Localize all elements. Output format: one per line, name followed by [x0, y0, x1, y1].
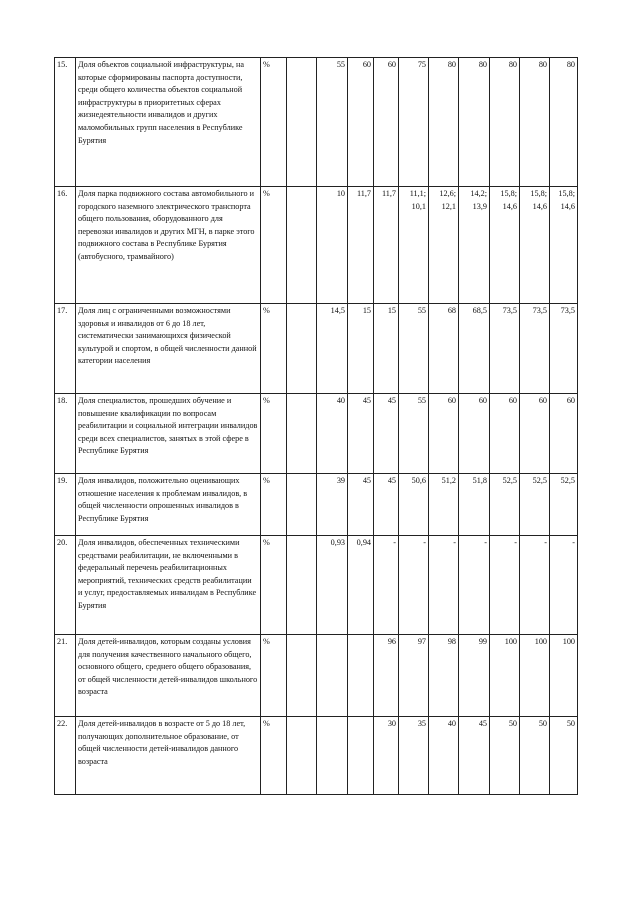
unit-cell: % — [261, 717, 287, 795]
row-number: 15. — [55, 58, 76, 187]
value-cell: 40 — [429, 717, 459, 795]
base-value-cell — [287, 474, 317, 536]
value-cell: 80 — [490, 58, 520, 187]
value-cell: 11,7 — [348, 187, 374, 304]
value-cell: 52,5 — [550, 474, 578, 536]
value-cell: 14,2; 13,9 — [459, 187, 490, 304]
value-cell: 60 — [348, 58, 374, 187]
base-value-cell — [287, 58, 317, 187]
value-cell: 68 — [429, 304, 459, 394]
base-value-cell — [287, 394, 317, 474]
value-cell: 68,5 — [459, 304, 490, 394]
value-cell: 98 — [429, 635, 459, 717]
value-cell: 0,94 — [348, 536, 374, 635]
table-row — [55, 394, 578, 474]
value-cell: 52,5 — [490, 474, 520, 536]
value-cell: 50 — [550, 717, 578, 795]
indicator-name: Доля лиц с ограниченными возможностями здоровья и инвалидов от 6 до 18 лет, систематически занимающихся физической культурой и спортом, в общей численности данной категории населения — [76, 304, 261, 394]
table-body — [55, 58, 578, 795]
value-cell: 12,6; 12,1 — [429, 187, 459, 304]
value-cell: 39 — [317, 474, 348, 536]
value-cell: 40 — [317, 394, 348, 474]
value-cell: 50 — [520, 717, 550, 795]
row-number: 18. — [55, 394, 76, 474]
value-cell: 80 — [429, 58, 459, 187]
unit-cell: % — [261, 58, 287, 187]
document-page — [54, 57, 578, 795]
value-cell: 100 — [490, 635, 520, 717]
value-cell: 15,8; 14,6 — [490, 187, 520, 304]
indicators-table — [54, 57, 578, 795]
value-cell: 50,6 — [399, 474, 429, 536]
row-number: 16. — [55, 187, 76, 304]
value-cell: 100 — [520, 635, 550, 717]
base-value-cell — [287, 635, 317, 717]
unit-cell: % — [261, 304, 287, 394]
unit-cell: % — [261, 394, 287, 474]
indicator-name: Доля детей-инвалидов, которым созданы условия для получения качественного начального общего, основного общего, среднего общего образования, от общей численности детей-инвалидов школьного возраста — [76, 635, 261, 717]
value-cell: 73,5 — [520, 304, 550, 394]
value-cell: - — [490, 536, 520, 635]
row-number: 19. — [55, 474, 76, 536]
value-cell: 45 — [374, 474, 399, 536]
table-row — [55, 717, 578, 795]
value-cell: 11,7 — [374, 187, 399, 304]
value-cell: 80 — [520, 58, 550, 187]
table-row — [55, 474, 578, 536]
indicator-name: Доля специалистов, прошедших обучение и повышение квалификации по вопросам реабилитации и социальной интеграции инвалидов среди всех специалистов, занятых в этой сфере в Республике Бурятия — [76, 394, 261, 474]
value-cell: 60 — [374, 58, 399, 187]
value-cell: - — [550, 536, 578, 635]
row-number: 22. — [55, 717, 76, 795]
base-value-cell — [287, 304, 317, 394]
value-cell: 60 — [490, 394, 520, 474]
row-number: 21. — [55, 635, 76, 717]
value-cell: 45 — [374, 394, 399, 474]
base-value-cell — [287, 717, 317, 795]
value-cell: 14,5 — [317, 304, 348, 394]
value-cell: 55 — [399, 304, 429, 394]
indicator-name: Доля инвалидов, положительно оценивающих отношение населения к проблемам инвалидов, в общей численности опрошенных инвалидов в Республике Бурятия — [76, 474, 261, 536]
value-cell — [348, 717, 374, 795]
indicator-name: Доля парка подвижного состава автомобильного и городского наземного электрического транспорта общего пользования, оборудованного для перевозки инвалидов и других МГН, в парке этого подвижного состава в Республике Бурятия (автобусного, трамвайного) — [76, 187, 261, 304]
value-cell: 30 — [374, 717, 399, 795]
value-cell: 45 — [348, 394, 374, 474]
value-cell: 35 — [399, 717, 429, 795]
value-cell: - — [399, 536, 429, 635]
row-number: 20. — [55, 536, 76, 635]
value-cell: 60 — [429, 394, 459, 474]
value-cell: 15 — [374, 304, 399, 394]
value-cell: 80 — [550, 58, 578, 187]
value-cell: 73,5 — [490, 304, 520, 394]
value-cell: 51,8 — [459, 474, 490, 536]
value-cell: 60 — [520, 394, 550, 474]
indicator-name: Доля инвалидов, обеспеченных техническими средствами реабилитации, не включенными в федеральный перечень реабилитационных мероприятий, технических средств реабилитации и услуг, предоставляемых инвалидам в Республике Бурятия — [76, 536, 261, 635]
value-cell: 55 — [399, 394, 429, 474]
value-cell: 15 — [348, 304, 374, 394]
table-row — [55, 635, 578, 717]
unit-cell: % — [261, 536, 287, 635]
value-cell: 55 — [317, 58, 348, 187]
unit-cell: % — [261, 187, 287, 304]
value-cell — [348, 635, 374, 717]
value-cell: 52,5 — [520, 474, 550, 536]
table-row — [55, 58, 578, 187]
value-cell: 60 — [550, 394, 578, 474]
value-cell: 45 — [459, 717, 490, 795]
value-cell: - — [459, 536, 490, 635]
value-cell: 73,5 — [550, 304, 578, 394]
base-value-cell — [287, 536, 317, 635]
value-cell: 80 — [459, 58, 490, 187]
value-cell: 51,2 — [429, 474, 459, 536]
indicator-name: Доля детей-инвалидов в возрасте от 5 до 18 лет, получающих дополнительное образование, от общей численности детей-инвалидов данного возраста — [76, 717, 261, 795]
value-cell: 60 — [459, 394, 490, 474]
value-cell: 96 — [374, 635, 399, 717]
value-cell: - — [429, 536, 459, 635]
unit-cell: % — [261, 635, 287, 717]
table-row — [55, 187, 578, 304]
value-cell: 15,8; 14,6 — [520, 187, 550, 304]
value-cell: 10 — [317, 187, 348, 304]
base-value-cell — [287, 187, 317, 304]
value-cell: - — [520, 536, 550, 635]
indicator-name: Доля объектов социальной инфраструктуры, на которые сформированы паспорта доступности, среди общего количества объектов социальной инфраструктуры в приоритетных сферах жизнедеятельности инвалидов и других маломобильных групп населения в Республике Бурятия — [76, 58, 261, 187]
value-cell: 50 — [490, 717, 520, 795]
value-cell — [317, 717, 348, 795]
value-cell: 100 — [550, 635, 578, 717]
value-cell: 0,93 — [317, 536, 348, 635]
value-cell: 45 — [348, 474, 374, 536]
table-row — [55, 304, 578, 394]
value-cell: 97 — [399, 635, 429, 717]
row-number: 17. — [55, 304, 76, 394]
unit-cell: % — [261, 474, 287, 536]
table-row — [55, 536, 578, 635]
value-cell: 11,1; 10,1 — [399, 187, 429, 304]
value-cell: - — [374, 536, 399, 635]
value-cell: 15,8; 14,6 — [550, 187, 578, 304]
value-cell — [317, 635, 348, 717]
value-cell: 99 — [459, 635, 490, 717]
value-cell: 75 — [399, 58, 429, 187]
